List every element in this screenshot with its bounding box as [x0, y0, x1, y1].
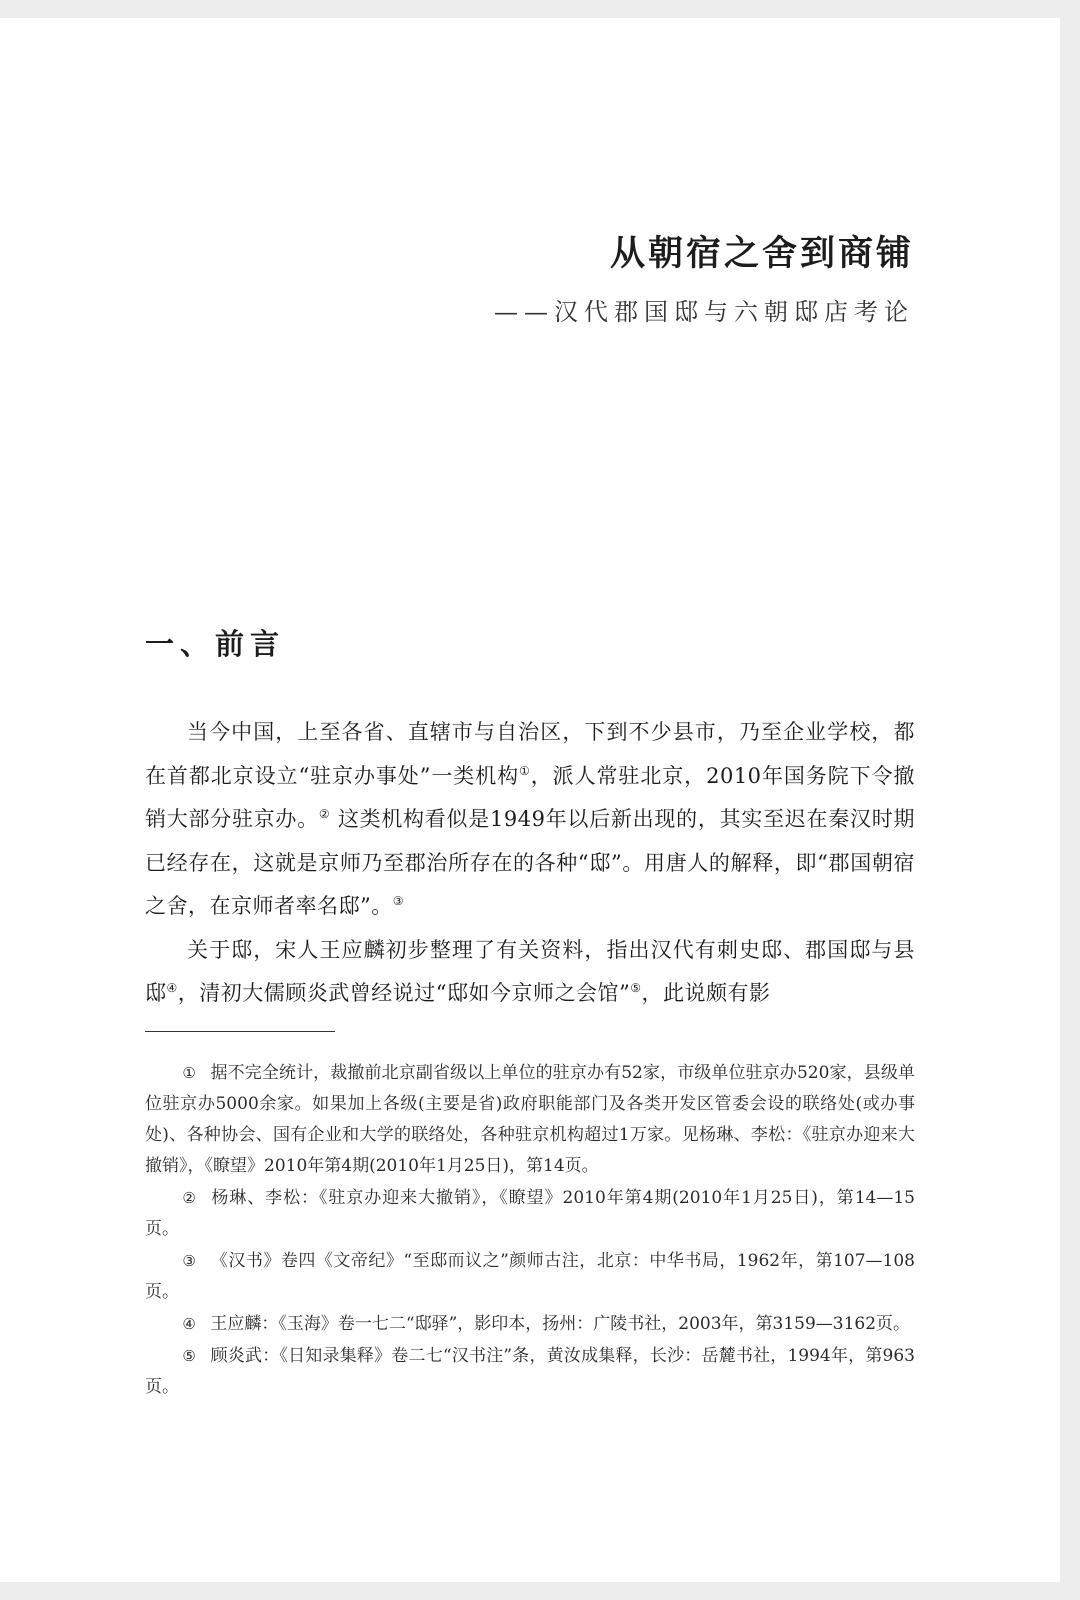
footnote-text: 据不完全统计，裁撤前北京副省级以上单位的驻京办有52家，市级单位驻京办520家，县级单位驻京办5000余家。如果加上各级(主要是省)政府职能部门及各类开发区管委会设的联络处(或办事处)、各种协会、国有企业和大学的联络处，各种驻京机构超过1万家。见杨琳、李松：《驻京办迎来大撤销》，《瞭望》2010年第4期(2010年1月25日)，第14页。	[145, 1063, 915, 1176]
footnote-1	[145, 1058, 915, 1182]
paragraph-text: 关于邸，宋人王应麟初步整理了有关资料，指出汉代有刺史邸、郡国邸与县邸	[145, 937, 915, 1005]
footnote-5	[145, 1341, 915, 1403]
paragraph-text: 这类机构看似是1949年以后新出现的，其实至迟在秦汉时期已经存在，这就是京师乃至郡治所存在的各种“邸”。用唐人的解释，即“郡国朝宿之舍，在京师者率名邸”。	[145, 807, 916, 918]
section-heading: 一、前言	[145, 627, 286, 661]
footnote-4	[145, 1309, 915, 1340]
footnote-3	[145, 1246, 915, 1308]
paragraph-text: ，派人常驻北京，2010年国务院下令撤销大部分驻京办。	[145, 763, 915, 831]
paragraph-1	[145, 711, 915, 929]
document-page	[0, 18, 1060, 1582]
footnote-ref[interactable]: ②	[318, 807, 331, 821]
footnote-mark: ②	[182, 1189, 196, 1207]
footnote-mark: ⑤	[182, 1347, 196, 1365]
paragraph-text: ，清初大儒顾炎武曾经说过“邸如今京师之会馆”	[177, 981, 631, 1005]
footnote-mark: ④	[182, 1315, 196, 1333]
footnote-text: 顾炎武：《日知录集释》卷二七“汉书注”条，黄汝成集释，长沙：岳麓书社，1994年，第963页。	[145, 1346, 915, 1397]
footnotes	[145, 1058, 915, 1404]
body-text	[145, 711, 915, 1016]
paragraph-text: ，此说颇有影	[641, 981, 771, 1005]
footnote-mark: ③	[182, 1252, 196, 1270]
footnote-text: 杨琳、李松：《驻京办迎来大撤销》，《瞭望》2010年第4期(2010年1月25日)，第14—15页。	[145, 1188, 915, 1239]
footnote-ref[interactable]: ①	[519, 763, 531, 778]
footnote-ref[interactable]: ④	[166, 981, 178, 995]
footnote-ref[interactable]: ③	[392, 894, 405, 908]
paragraph-2	[145, 929, 915, 1016]
footnote-mark: ①	[182, 1064, 196, 1082]
article-subtitle: ——汉代郡国邸与六朝邸店考论	[494, 298, 914, 326]
footnote-ref[interactable]: ⑤	[630, 981, 642, 995]
footnote-divider	[145, 1031, 335, 1032]
article-title: 从朝宿之舍到商铺	[609, 233, 914, 274]
footnote-text: 《汉书》卷四《文帝纪》“至邸而议之”颜师古注，北京：中华书局，1962年，第107—108页。	[145, 1251, 915, 1302]
footnote-text: 王应麟：《玉海》卷一七二“邸驿”，影印本，扬州：广陵书社，2003年，第3159—3162页。	[210, 1314, 911, 1334]
title-block	[494, 232, 914, 328]
footnote-2	[145, 1183, 915, 1245]
paragraph-text: 当今中国，上至各省、直辖市与自治区，下到不少县市，乃至企业学校，都在首都北京设立“驻京办事处”一类机构	[145, 720, 915, 788]
